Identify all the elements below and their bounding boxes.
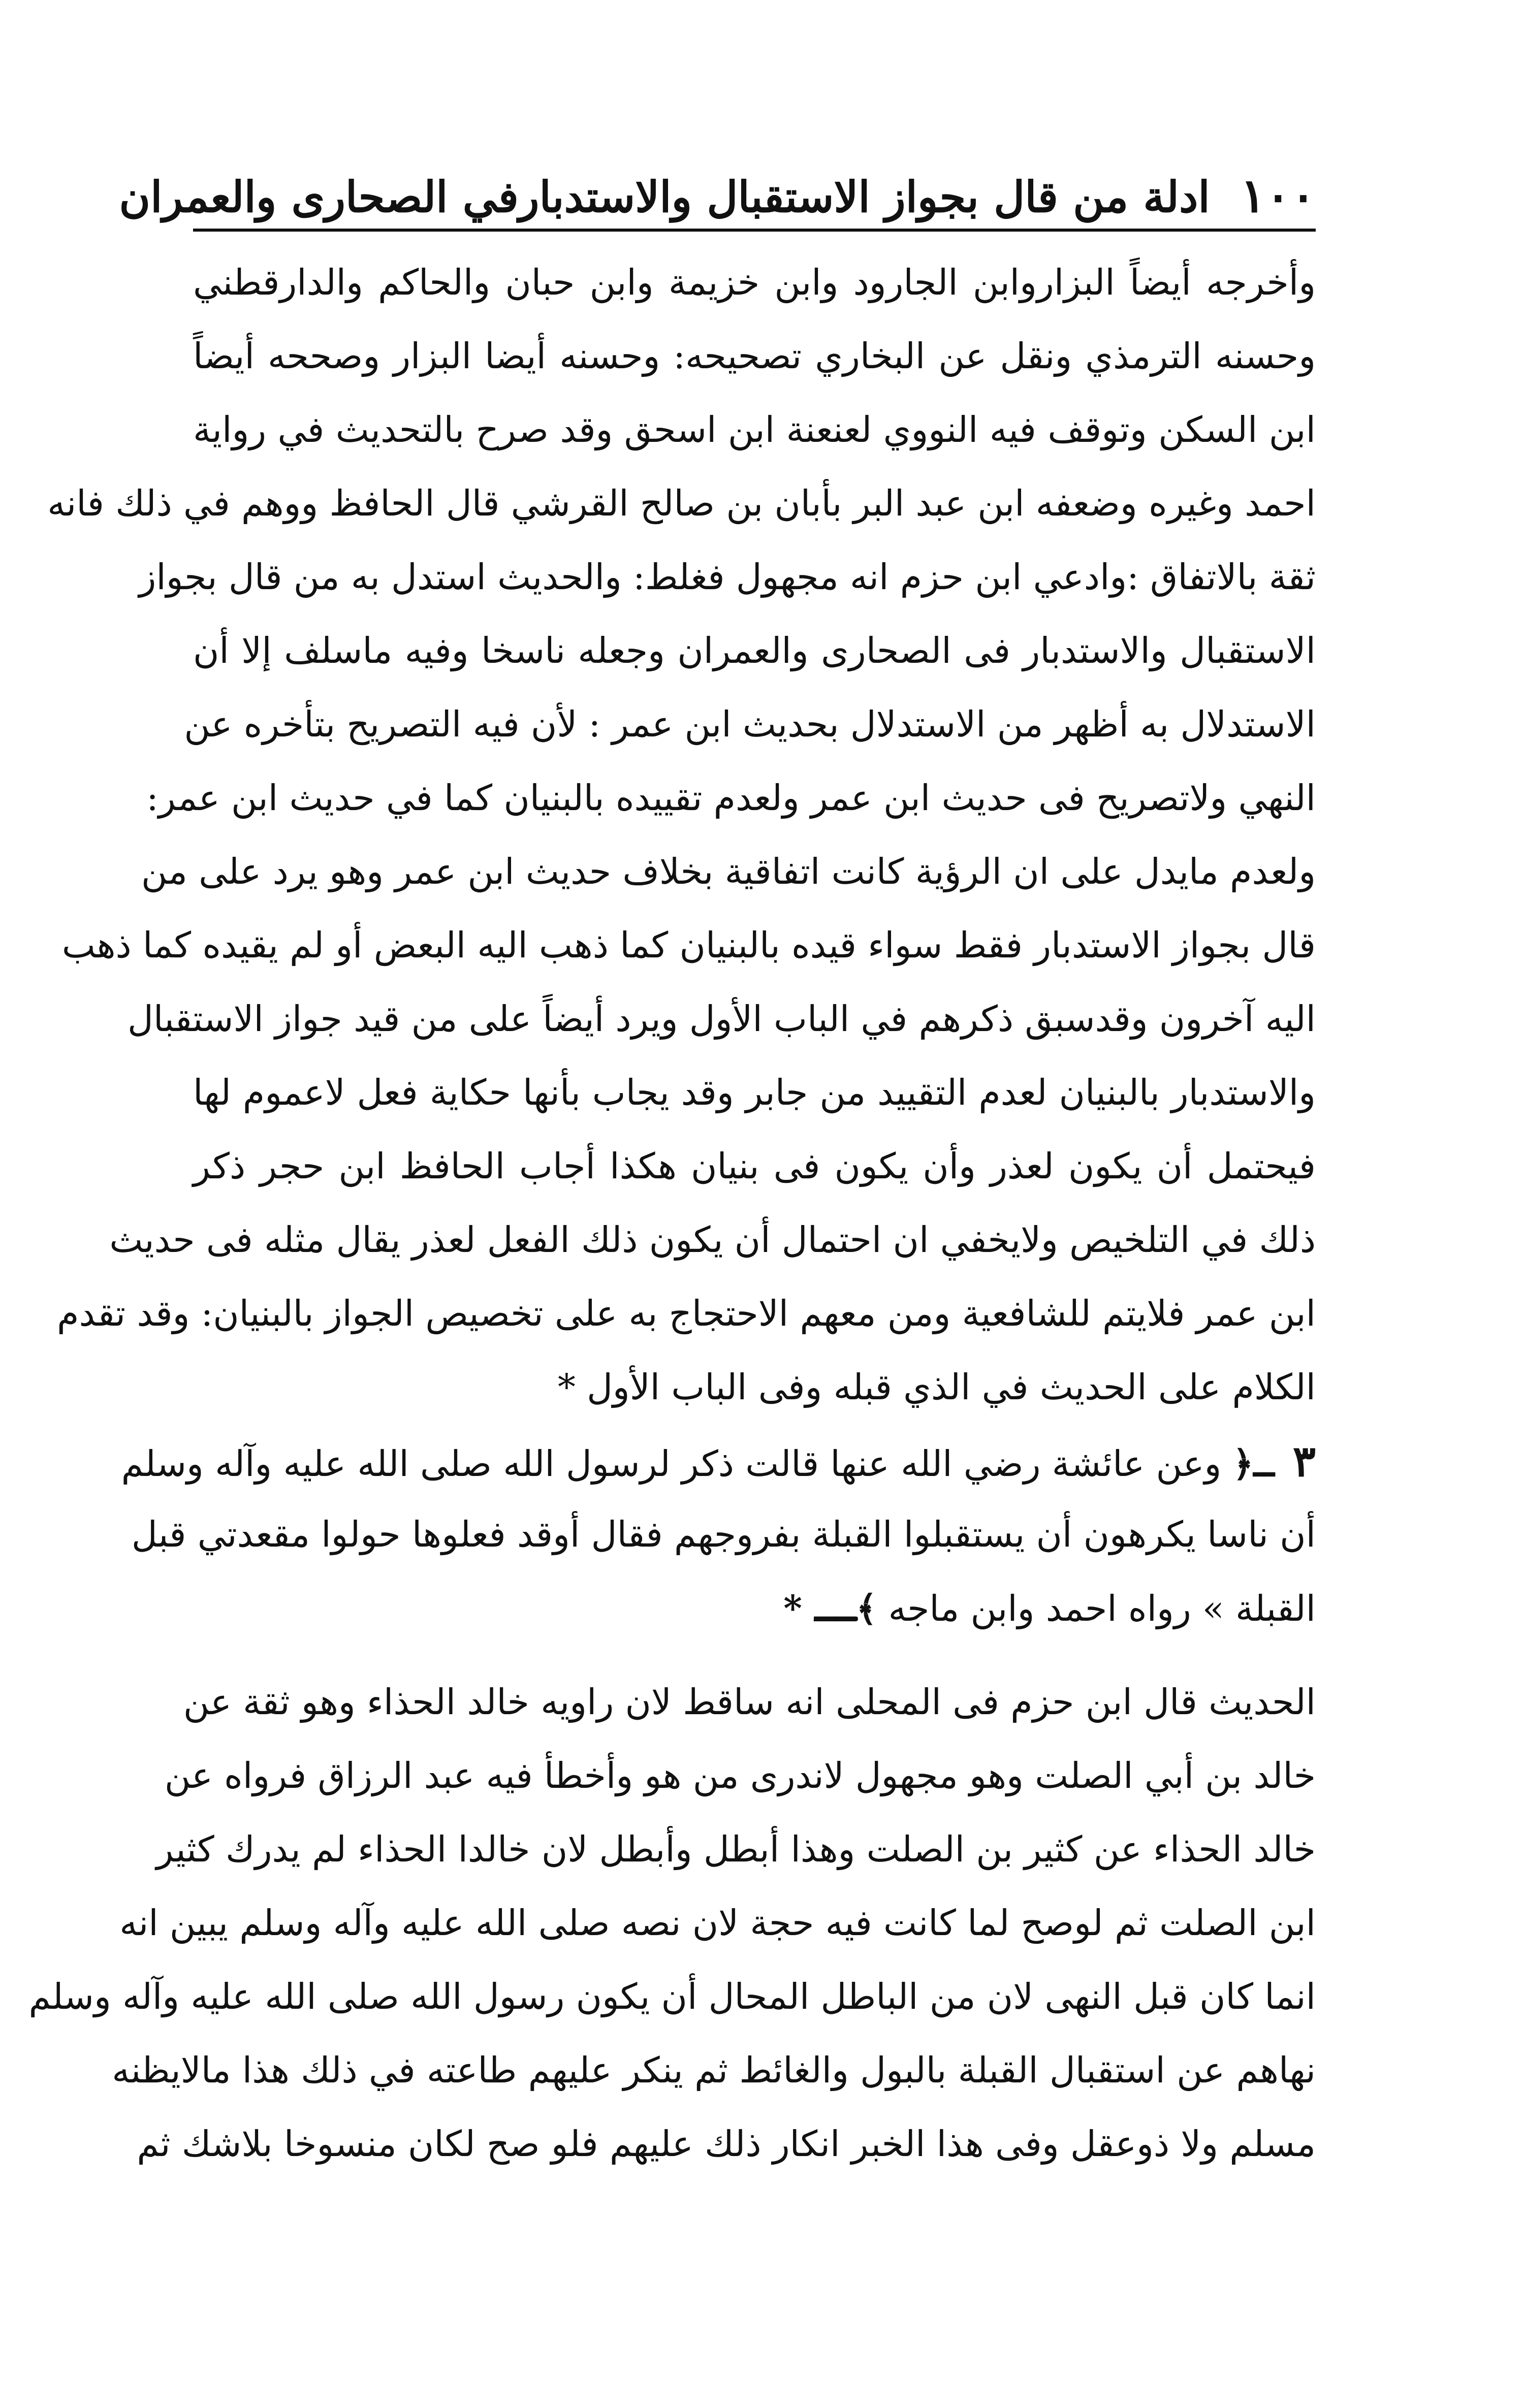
text-line: فيحتمل أن يكون لعذر وأن يكون فى بنيان هكذا أجاب الحافظ ابن حجر ذكر xyxy=(193,1145,1316,1187)
text-line: خالد بن أبي الصلت وهو مجهول لاندرى من هو وأخطأ فيه عبد الرزاق فرواه عن xyxy=(164,1755,1316,1797)
text-line: وأخرجه أيضاً البزاروابن الجارود وابن خزيمة وابن حبان والحاكم والدارقطني xyxy=(193,262,1316,304)
hadith-line xyxy=(193,1571,1316,1645)
text-line: الكلام على الحديث في الذي قبله وفى الباب الأول * xyxy=(557,1366,1316,1408)
text-line: نهاهم عن استقبال القبلة بالبول والغائط ثم ينكر عليهم طاعته في ذلك هذا مالايظنه xyxy=(112,2049,1316,2092)
text-line: ثقة بالاتفاق :وادعي ابن حزم انه مجهول فغلط: والحديث استدل به من قال بجواز xyxy=(139,556,1316,598)
hadith-number: ٣ xyxy=(1292,1436,1316,1487)
text-line: ولعدم مايدل على ان الرؤية كانت اتفاقية بخلاف حديث ابن عمر وهو يرد على من xyxy=(141,851,1316,893)
text-line: ابن الصلت ثم لوصح لما كانت فيه حجة لان نصه صلى الله عليه وآله وسلم يبين انه xyxy=(119,1902,1316,1944)
text-line: خالد الحذاء عن كثير بن الصلت وهذا أبطل وأبطل لان خالدا الحذاء لم يدرك كثير xyxy=(156,1828,1316,1871)
ornament-close: ﴾ــ * xyxy=(783,1587,877,1630)
text-line: انما كان قبل النهى لان من الباطل المحال أن يكون رسول الله صلى الله عليه وآله وسلم xyxy=(28,1976,1316,2018)
commentary-block-2 xyxy=(28,1665,1316,2181)
text-line: ذلك في التلخيص ولايخفي ان احتمال أن يكون ذلك الفعل لعذر يقال مثله فى حديث xyxy=(109,1219,1316,1261)
text-line: مسلم ولا ذوعقل وفى هذا الخبر انكار ذلك عليهم فلو صح لكان منسوخا بلاشك ثم xyxy=(137,2123,1316,2165)
document-page xyxy=(28,168,1316,2181)
hadith-line: أن ناسا يكرهون أن يستقبلوا القبلة بفروجهم فقال أوقد فعلوها حولوا مقعدتي قبل xyxy=(131,1514,1316,1556)
hadith-line xyxy=(121,1424,1316,1498)
running-title: ادلة من قال بجواز الاستقبال والاستدبارفي الصحارى والعمران xyxy=(119,172,1210,222)
text-line: ابن عمر فلايتم للشافعية ومن معهم الاحتجاج به على تخصيص الجواز بالبنيان: وقد تقدم xyxy=(57,1293,1316,1335)
hadith-text: وعن عائشة رضي الله عنها قالت ذكر لرسول الله صلى الله عليه وآله وسلم xyxy=(121,1443,1222,1485)
text-line: والاستدبار بالبنيان لعدم التقييد من جابر وقد يجاب بأنها حكاية فعل لاعموم لها xyxy=(193,1072,1316,1114)
text-line: ابن السكن وتوقف فيه النووي لعنعنة ابن اسحق وقد صرح بالتحديث في رواية xyxy=(193,409,1316,451)
page-number: ١٠٠ xyxy=(1240,168,1316,223)
text-line: قال بجواز الاستدبار فقط سواء قيده بالبنيان كما ذهب اليه البعض أو لم يقيده كما ذهب xyxy=(61,924,1316,967)
text-line: النهي ولاتصريح فى حديث ابن عمر ولعدم تقييده بالبنيان كما في حديث ابن عمر: xyxy=(146,777,1316,819)
text-line: الحديث قال ابن حزم فى المحلى انه ساقط لان راويه خالد الحذاء وهو ثقة عن xyxy=(183,1681,1316,1723)
commentary-block-1 xyxy=(47,246,1316,1424)
text-line: الاستدلال به أظهر من الاستدلال بحديث ابن عمر : لأن فيه التصريح بتأخره عن xyxy=(184,703,1316,746)
ornament-open: ــ﴿ xyxy=(1232,1442,1275,1485)
header-rule xyxy=(193,229,1316,232)
text-line: الاستقبال والاستدبار فى الصحارى والعمران وجعله ناسخا وفيه ماسلف إلا أن xyxy=(193,630,1316,672)
text-line: وحسنه الترمذي ونقل عن البخاري تصحيحه: وحسنه أيضا البزار وصححه أيضاً xyxy=(193,335,1316,377)
text-line: اليه آخرون وقدسبق ذكرهم في الباب الأول ويرد أيضاً على من قيد جواز الاستقبال xyxy=(128,998,1316,1040)
hadith-block xyxy=(121,1424,1316,1645)
text-line: احمد وغيره وضعفه ابن عبد البر بأبان بن صالح القرشي قال الحافظ ووهم في ذلك فانه xyxy=(47,483,1316,525)
hadith-text: القبلة » رواه احمد وابن ماجه xyxy=(888,1588,1316,1630)
running-header xyxy=(119,168,1316,223)
paragraph-gap xyxy=(193,1645,1316,1665)
